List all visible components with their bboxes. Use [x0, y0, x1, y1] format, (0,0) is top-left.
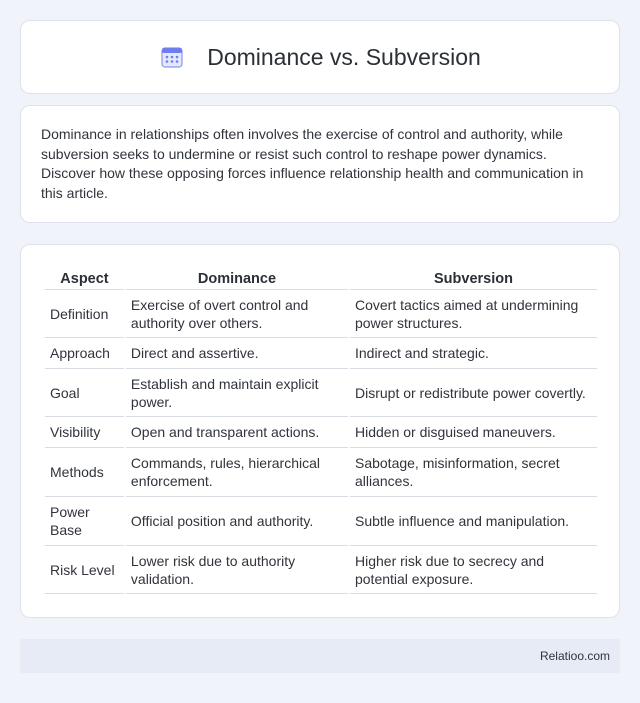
- aspect-cell: Power Base: [45, 497, 124, 546]
- dominance-cell: Lower risk due to authority validation.: [126, 546, 348, 594]
- comparison-table: [43, 265, 599, 594]
- footer-brand[interactable]: Relatioo.com: [539, 649, 610, 663]
- intro-text: Dominance in relationships often involves the exercise of control and authority, while subversion seeks to undermine or resist such control to reshape power dynamics. Discover how these opposing forces influence relationship health and communication in this article.: [41, 126, 584, 201]
- subversion-cell: Disrupt or redistribute power covertly.: [350, 369, 597, 417]
- dominance-cell: Exercise of overt control and authority over others.: [126, 290, 348, 338]
- aspect-cell: Risk Level: [45, 546, 124, 594]
- title-card: [20, 20, 620, 94]
- header-dominance: Dominance: [126, 265, 348, 290]
- subversion-cell: Indirect and strategic.: [350, 338, 597, 369]
- table-row: [45, 417, 597, 448]
- dominance-cell: Commands, rules, hierarchical enforcement.: [126, 448, 348, 497]
- table-row: [45, 546, 597, 594]
- subversion-cell: Hidden or disguised maneuvers.: [350, 417, 597, 448]
- table-header-row: [45, 265, 597, 290]
- subversion-cell: Subtle influence and manipulation.: [350, 497, 597, 546]
- calendar-icon: [159, 44, 185, 70]
- table-row: [45, 448, 597, 497]
- header-aspect: Aspect: [45, 265, 124, 290]
- comparison-table-card: [20, 244, 620, 618]
- aspect-cell: Visibility: [45, 417, 124, 448]
- page-title: Dominance vs. Subversion: [207, 43, 481, 70]
- header-subversion: Subversion: [350, 265, 597, 290]
- dominance-cell: Direct and assertive.: [126, 338, 348, 369]
- table-row: [45, 497, 597, 546]
- dominance-cell: Establish and maintain explicit power.: [126, 369, 348, 417]
- table-row: [45, 369, 597, 417]
- aspect-cell: Definition: [45, 290, 124, 338]
- intro-card: [20, 105, 620, 223]
- table-row: [45, 338, 597, 369]
- subversion-cell: Higher risk due to secrecy and potential exposure.: [350, 546, 597, 594]
- footer: [20, 639, 620, 673]
- aspect-cell: Approach: [45, 338, 124, 369]
- dominance-cell: Official position and authority.: [126, 497, 348, 546]
- subversion-cell: Covert tactics aimed at undermining power structures.: [350, 290, 597, 338]
- aspect-cell: Methods: [45, 448, 124, 497]
- dominance-cell: Open and transparent actions.: [126, 417, 348, 448]
- table-row: [45, 290, 597, 338]
- aspect-cell: Goal: [45, 369, 124, 417]
- subversion-cell: Sabotage, misinformation, secret alliances.: [350, 448, 597, 497]
